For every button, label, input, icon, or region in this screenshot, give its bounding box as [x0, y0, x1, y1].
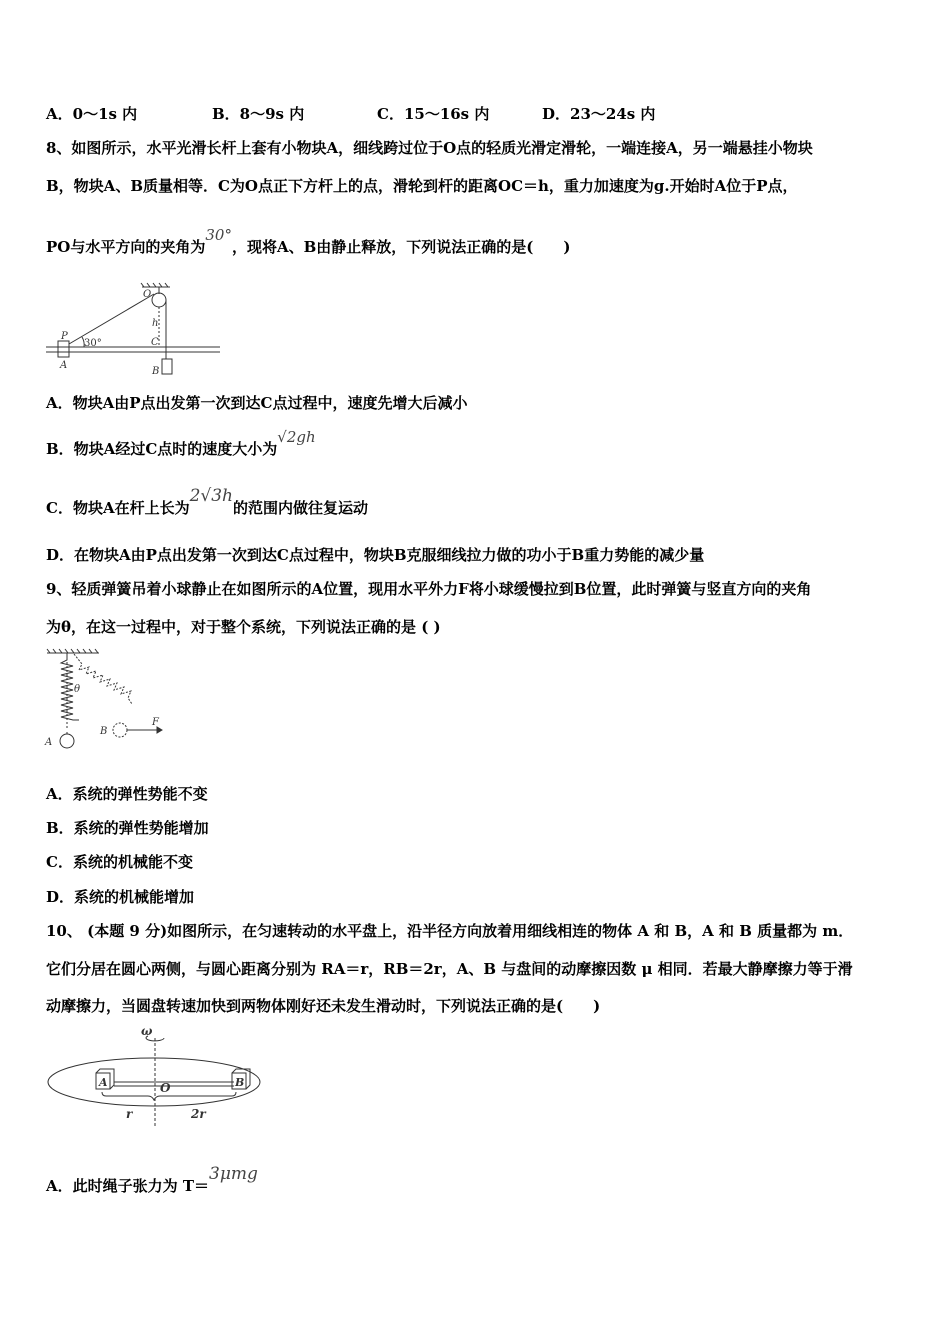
q10-label-r: r — [126, 1107, 133, 1121]
q10-label-b: B — [235, 1076, 245, 1089]
q9-label-b: B — [100, 726, 108, 737]
q9-label-f: F — [152, 717, 159, 728]
q10-stem-line3: 动摩擦力，当圆盘转速加快到两物体刚好还未发生滑动时，下列说法正确的是( ) — [46, 997, 601, 1015]
q8-option-b-text: B．物块A经过C点时的速度大小为 — [46, 440, 278, 458]
q8-option-c — [46, 486, 369, 518]
q8-label-angle: 30° — [84, 338, 102, 349]
q9-option-c: C．系统的机械能不变 — [46, 853, 193, 871]
q10-stem-line1: 10、 (本题 9 分)如图所示，在匀速转动的水平盘上，沿半径方向放着用细线相连的物体 A 和 B，A 和 B 质量都为 m． — [46, 922, 854, 940]
q8-option-c-post: 的范围内做往复运动 — [233, 499, 369, 517]
q10-option-a-text: A．此时绳子张力为 T＝ — [46, 1177, 210, 1195]
q9-label-a: A — [45, 737, 53, 748]
q8-label-p: P — [61, 331, 68, 342]
q8-label-h: h — [152, 318, 159, 329]
q10-label-omega: ω — [141, 1024, 153, 1038]
q8-label-c: C — [151, 337, 159, 348]
q9-option-a: A．系统的弹性势能不变 — [46, 785, 208, 803]
q8-pulley-figure — [44, 282, 224, 378]
q8-option-d: D．在物块A由P点出发第一次到达C点过程中，物块B克服细线拉力做的功小于B重力势能的减少量 — [46, 546, 705, 564]
q8-stem-line3 — [46, 226, 571, 257]
q9-spring-figure — [44, 648, 174, 752]
q8-stem-line1: 8、如图所示，水平光滑长杆上套有小物块A，细线跨过位于O点的轻质光滑定滑轮，一端连接A，另一端悬挂小物块 — [46, 139, 813, 157]
q8-stem-line3-post: ，现将A、B由静止释放，下列说法正确的是( ) — [231, 238, 571, 256]
q9-stem-line2: 为θ，在这一过程中，对于整个系统，下列说法正确的是 ( ) — [46, 618, 441, 636]
q9-label-theta: θ — [74, 684, 81, 695]
q8-stem-line3-pre: PO与水平方向的夹角为 — [46, 238, 206, 256]
q10-option-a — [46, 1164, 258, 1196]
q7-option-c: C．15～16s 内 — [377, 105, 490, 123]
q8-option-b — [46, 428, 316, 459]
q9-stem-line1: 9、轻质弹簧吊着小球静止在如图所示的A位置，现用水平外力F将小球缓慢拉到B位置，此时弹簧与竖直方向的夹角 — [46, 580, 812, 598]
q9-spring-b — [74, 654, 132, 704]
q8-label-a: A — [60, 360, 68, 371]
q7-option-d: D．23～24s 内 — [542, 105, 656, 123]
q8-option-c-formula: 2√3h — [189, 486, 233, 506]
q8-label-b: B — [152, 366, 160, 377]
q8-string-ao — [69, 294, 154, 344]
q10-label-2r: 2r — [191, 1107, 206, 1121]
q8-block-b — [162, 359, 172, 374]
q10-label-a: A — [99, 1076, 108, 1089]
q8-option-a: A．物块A由P点出发第一次到达C点过程中，速度先增大后减小 — [46, 394, 468, 412]
q9-ball-b — [113, 723, 127, 737]
q8-angle-formula: 30° — [205, 226, 232, 244]
q7-option-a: A．0～1s 内 — [46, 105, 138, 123]
q8-option-c-text: C．物块A在杆上长为 — [46, 499, 190, 517]
q9-option-d: D．系统的机械能增加 — [46, 888, 195, 906]
q8-option-b-formula: √2gh — [277, 428, 316, 446]
q9-ball-a — [60, 734, 74, 748]
q8-label-o: O — [143, 289, 152, 300]
q9-option-b: B．系统的弹性势能增加 — [46, 819, 209, 837]
q10-label-o: O — [160, 1081, 171, 1095]
q10-option-a-formula: 3μmg — [209, 1164, 258, 1184]
q10-turntable-figure — [44, 1022, 268, 1132]
q10-stem-line2: 它们分居在圆心两侧，与圆心距离分别为 RA＝r，RB＝2r，A、B 与盘间的动摩擦因数 μ 相同．若最大静摩擦力等于滑 — [46, 960, 853, 978]
q8-block-a — [58, 341, 69, 357]
q8-stem-line2: B，物块A、B质量相等．C为O点正下方杆上的点，滑轮到杆的距离OC＝h，重力加速度为g.开始时A位于P点， — [46, 177, 798, 195]
q8-pulley — [152, 293, 166, 307]
q7-option-b: B．8～9s 内 — [212, 105, 305, 123]
